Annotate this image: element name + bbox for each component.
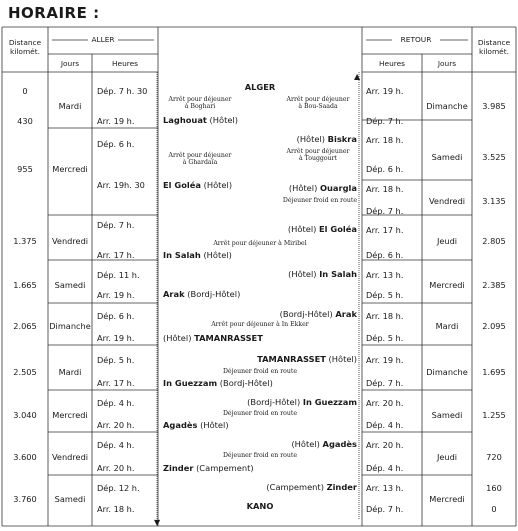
time-left-10: Dép. 6 h. <box>97 311 135 321</box>
dist-right-7: 2.805 <box>482 236 506 246</box>
city-arak-left: Arak (Bordj-Hôtel) <box>163 289 241 299</box>
dist-right-17: 720 <box>486 452 502 462</box>
time-right-17: Dép. 4 h. <box>366 463 404 473</box>
dist-right-11: 2.095 <box>482 321 506 331</box>
day-right-5: Mardi <box>435 321 459 331</box>
down-arrow-icon: ▼ <box>154 518 161 527</box>
note-cold-lunch-3: Déjeuner froid en route <box>222 410 298 417</box>
time-right-16: Arr. 20 h. <box>366 440 404 450</box>
city-in-salah-left: In Salah (Hôtel) <box>163 250 232 260</box>
dist-left-1: 430 <box>17 116 33 126</box>
day-left-0: Mardi <box>58 101 82 111</box>
time-left-0: Dép. 7 h. 30 <box>97 86 148 96</box>
note-bou-saada-line1: Arrêt pour déjeuner <box>286 96 350 103</box>
note-in-ekker: Arrêt pour déjeuner à In Ekker <box>211 321 309 328</box>
time-left-2: Dép. 6 h. <box>97 139 135 149</box>
time-left-12: Dép. 5 h. <box>97 355 135 365</box>
dist-left-17: 3.600 <box>13 452 37 462</box>
note-boghari-line1: Arrêt pour déjeuner <box>168 96 232 103</box>
page-title: HORAIRE : <box>8 4 100 22</box>
time-right-2: Arr. 18 h. <box>366 135 404 145</box>
stop-alger: ALGER <box>244 82 276 92</box>
distance-left-header-line1: Distance <box>8 38 42 47</box>
distance-left-header <box>2 38 48 56</box>
day-right-0: Dimanche <box>426 101 468 111</box>
day-left-7: Vendredi <box>51 452 89 462</box>
time-right-7: Dép. 6 h. <box>366 250 404 260</box>
time-right-10: Arr. 18 h. <box>366 311 404 321</box>
time-left-6: Dép. 7 h. <box>97 220 135 230</box>
time-left-4: Arr. 19h. 30 <box>97 180 145 190</box>
day-left-6: Mercredi <box>52 410 88 420</box>
city-biskra: (Hôtel) Biskra <box>296 134 357 144</box>
city-in-guezzam-left: In Guezzam (Bordj-Hôtel) <box>163 378 273 388</box>
time-right-13: Dép. 7 h. <box>366 378 404 388</box>
time-left-9: Arr. 19 h. <box>97 290 135 300</box>
dist-right-18: 160 <box>486 483 502 493</box>
day-right-4: Mercredi <box>429 280 465 290</box>
city-in-guezzam-right: (Bordj-Hôtel) In Guezzam <box>247 397 357 407</box>
dist-left-19: 3.760 <box>13 494 37 504</box>
time-right-4: Arr. 18 h. <box>366 184 404 194</box>
note-bou-saada-line2: à Bou-Saada <box>298 103 338 110</box>
time-right-8: Arr. 13 h. <box>366 270 404 280</box>
time-right-15: Dép. 4 h. <box>366 420 404 430</box>
note-bou-saada <box>278 96 358 110</box>
distance-right-header-line1: Distance <box>477 38 511 47</box>
time-right-1: Dép. 7 h. <box>366 116 404 126</box>
day-right-2: Vendredi <box>428 196 466 206</box>
day-left-4: Dimanche <box>49 321 91 331</box>
city-in-salah-right: (Hôtel) In Salah <box>288 269 357 279</box>
note-touggourt-line1: Arrêt pour déjeuner <box>286 148 350 155</box>
day-right-3: Jeudi <box>436 236 458 246</box>
city-agades-right: (Hôtel) Agadès <box>291 439 357 449</box>
dist-left-11: 2.065 <box>13 321 37 331</box>
day-right-8: Jeudi <box>436 452 458 462</box>
note-boghari <box>160 96 240 110</box>
up-arrow-icon: ▲ <box>354 72 361 81</box>
heures-left-header: Heures <box>111 59 139 68</box>
time-left-14: Dép. 4 h. <box>97 398 135 408</box>
time-left-19: Arr. 18 h. <box>97 504 135 514</box>
day-left-2: Vendredi <box>51 236 89 246</box>
day-right-9: Mercredi <box>429 494 465 504</box>
dist-right-3: 3.525 <box>482 152 506 162</box>
day-left-1: Mercredi <box>52 164 88 174</box>
dist-left-7: 1.375 <box>13 236 37 246</box>
time-right-5: Dép. 7 h. <box>366 206 404 216</box>
note-touggourt <box>278 148 358 162</box>
note-miribel: Arrêt pour déjeuner à Miribel <box>213 240 307 247</box>
city-zinder-right: (Campement) Zinder <box>266 482 357 492</box>
note-ghardaia-line2: à Ghardaïa <box>182 159 218 166</box>
note-cold-lunch-2: Déjeuner froid en route <box>222 368 298 375</box>
jours-left-header: Jours <box>60 59 80 68</box>
day-right-1: Samedi <box>431 152 463 162</box>
distance-right-header <box>472 38 516 56</box>
distance-left-header-line2: kilomét. <box>10 47 40 56</box>
heures-right-header: Heures <box>378 59 406 68</box>
dist-right-9: 2.385 <box>482 280 506 290</box>
dist-left-15: 3.040 <box>13 410 37 420</box>
time-left-18: Dép. 12 h. <box>97 483 140 493</box>
day-left-8: Samedi <box>54 494 86 504</box>
time-left-13: Arr. 17 h. <box>97 378 135 388</box>
time-right-9: Dép. 5 h. <box>366 290 404 300</box>
city-tamanrasset-right: TAMANRASSET (Hôtel) <box>257 354 357 364</box>
dist-left-0: 0 <box>22 86 28 96</box>
jours-right-header: Jours <box>437 59 457 68</box>
city-el-golea-left: El Goléa (Hôtel) <box>163 180 233 190</box>
dist-left-13: 2.505 <box>13 367 37 377</box>
dist-right-1: 3.985 <box>482 101 506 111</box>
dist-right-13: 1.695 <box>482 367 506 377</box>
day-right-7: Samedi <box>431 410 463 420</box>
note-ghardaia-line1: Arrêt pour déjeuner <box>168 152 232 159</box>
time-right-14: Arr. 20 h. <box>366 398 404 408</box>
note-boghari-line2: à Boghari <box>184 103 216 110</box>
note-touggourt-line2: à Touggourt <box>298 155 338 162</box>
time-left-17: Arr. 20 h. <box>97 463 135 473</box>
day-left-3: Samedi <box>54 280 86 290</box>
time-left-8: Dép. 11 h. <box>97 270 140 280</box>
city-laghouat: Laghouat (Hôtel) <box>163 115 238 125</box>
city-agades-left: Agadès (Hôtel) <box>163 420 229 430</box>
time-left-7: Arr. 17 h. <box>97 250 135 260</box>
city-arak-right: (Bordj-Hôtel) Arak <box>279 309 357 319</box>
dist-left-9: 1.665 <box>13 280 37 290</box>
aller-header: ALLER <box>91 35 115 44</box>
time-left-1: Arr. 19 h. <box>97 116 135 126</box>
time-right-6: Arr. 17 h. <box>366 225 404 235</box>
time-right-11: Dép. 5 h. <box>366 333 404 343</box>
distance-right-header-line2: kilomét. <box>479 47 509 56</box>
note-ghardaia <box>160 152 240 166</box>
time-left-11: Arr. 19 h. <box>97 333 135 343</box>
dist-left-3: 955 <box>17 164 33 174</box>
day-left-5: Mardi <box>58 367 82 377</box>
dist-right-15: 1.255 <box>482 410 506 420</box>
time-right-3: Dép. 6 h. <box>366 164 404 174</box>
time-left-15: Arr. 20 h. <box>97 420 135 430</box>
time-right-19: Dép. 7 h. <box>366 504 404 514</box>
dist-right-5: 3.135 <box>482 196 506 206</box>
city-ouargla: (Hôtel) Ouargla <box>288 183 357 193</box>
note-cold-lunch-4: Déjeuner froid en route <box>222 452 298 459</box>
day-right-6: Dimanche <box>426 367 468 377</box>
city-el-golea-right: (Hôtel) El Goléa <box>287 224 357 234</box>
city-tamanrasset-left: (Hôtel) TAMANRASSET <box>163 333 263 343</box>
time-right-18: Arr. 13 h. <box>366 483 404 493</box>
note-cold-lunch-1: Déjeuner froid en route <box>282 197 357 204</box>
retour-header: RETOUR <box>400 35 432 44</box>
time-right-12: Arr. 19 h. <box>366 355 404 365</box>
time-right-0: Arr. 19 h. <box>366 86 404 96</box>
stop-kano: KANO <box>246 501 274 511</box>
dist-right-19: 0 <box>491 504 497 514</box>
city-zinder-left: Zinder (Campement) <box>163 463 254 473</box>
time-left-16: Dép. 4 h. <box>97 440 135 450</box>
